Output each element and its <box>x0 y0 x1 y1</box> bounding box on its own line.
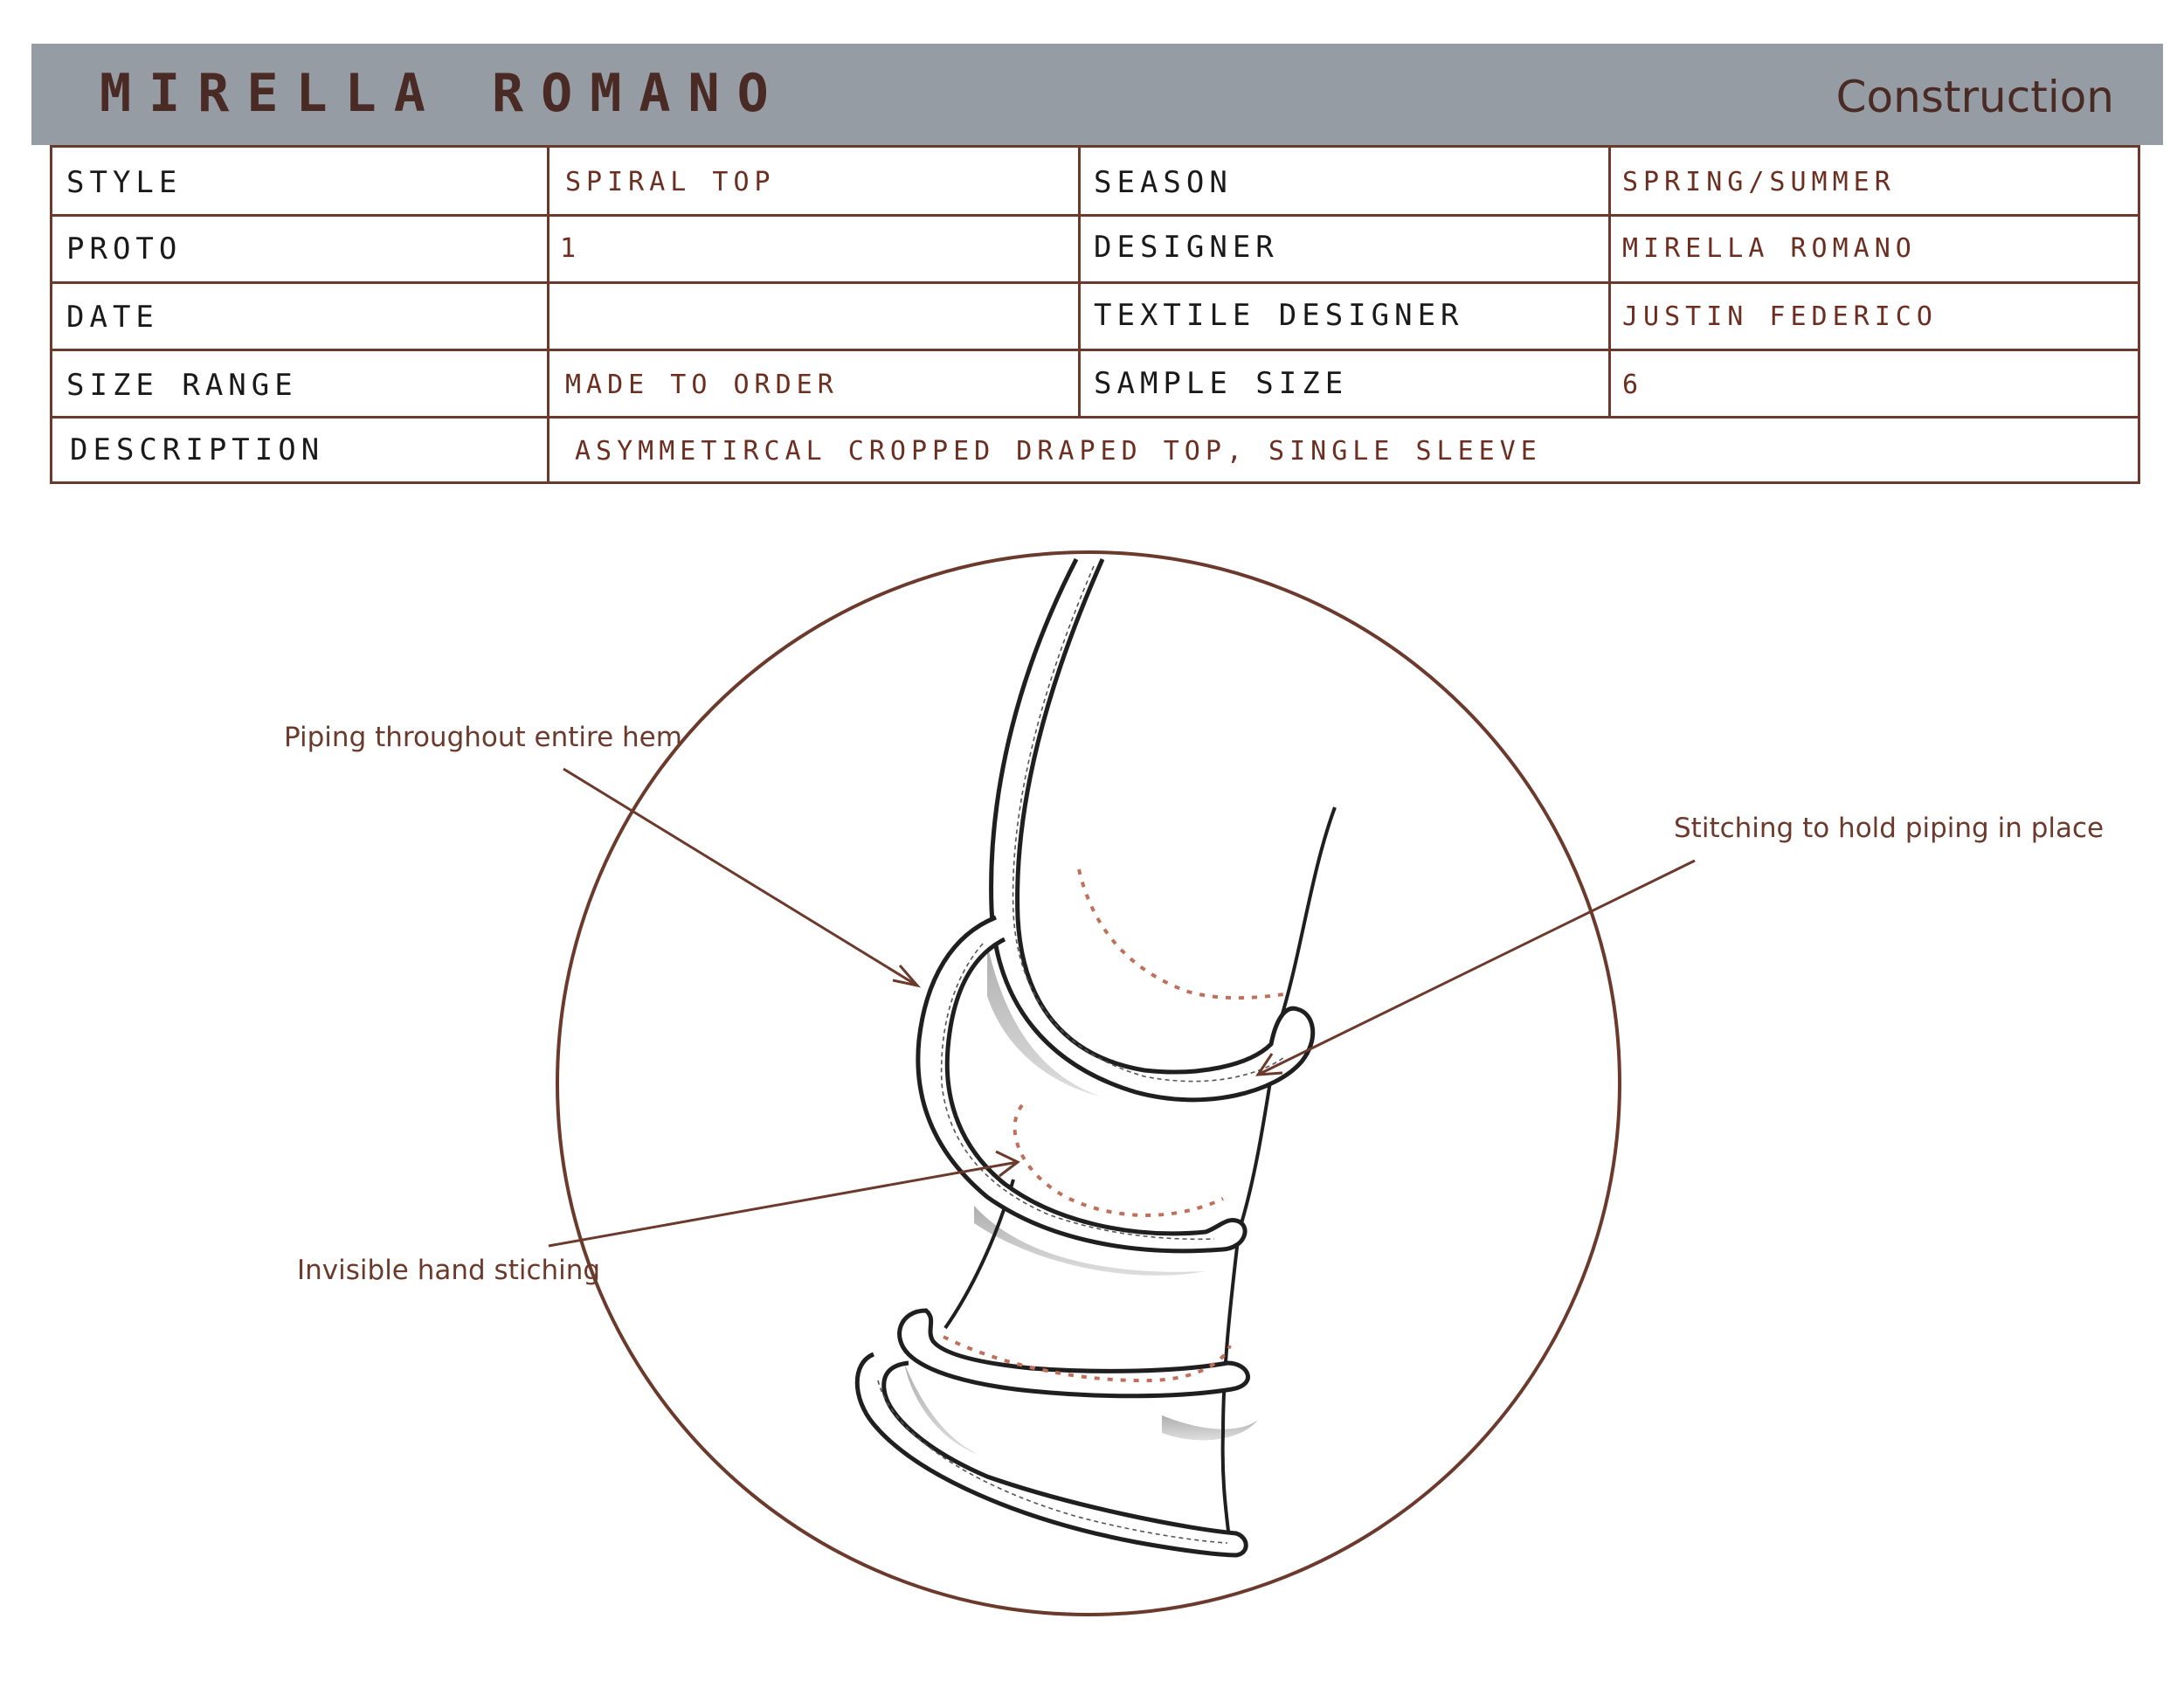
textile-designer-label: TEXTILE DESIGNER <box>1094 298 1464 333</box>
hand-stitch-middle <box>1015 1105 1223 1215</box>
leader-piping <box>563 769 917 986</box>
size-range-value: MADE TO ORDER <box>565 370 839 400</box>
designer-value: MIRELLA ROMANO <box>1622 233 1917 264</box>
textile-designer-value: JUSTIN FEDERICO <box>1622 301 1938 332</box>
style-value: SPIRAL TOP <box>565 167 776 197</box>
leader-stitching <box>1258 861 1695 1075</box>
drape-band-top <box>992 559 1313 1100</box>
hand-stitch-upper <box>1079 869 1284 998</box>
season-label: SEASON <box>1094 165 1233 200</box>
size-range-label: SIZE RANGE <box>66 368 298 403</box>
note-piping: Piping throughout entire hem <box>284 722 682 753</box>
sample-size-value: 6 <box>1622 370 1644 400</box>
proto-label: PROTO <box>66 232 183 266</box>
season-value: SPRING/SUMMER <box>1622 167 1896 197</box>
drape-band-lower <box>900 1311 1248 1396</box>
leader-hand-stitching <box>549 1162 1018 1246</box>
section-title: Construction <box>1835 72 2114 122</box>
brand-name: MIRELLA ROMANO <box>100 63 786 124</box>
proto-value: 1 <box>560 233 582 264</box>
leader-piping-arrow <box>893 965 917 986</box>
date-label: DATE <box>66 300 159 335</box>
style-label: STYLE <box>66 165 183 200</box>
note-hand-stitching: Invisible hand stiching <box>297 1255 601 1286</box>
arm-outline-right <box>1223 807 1335 1546</box>
designer-label: DESIGNER <box>1094 230 1279 265</box>
description-label: DESCRIPTION <box>70 432 325 467</box>
detail-circle <box>557 552 1620 1615</box>
shadow-bottom <box>1162 1415 1258 1440</box>
note-stitching: Stitching to hold piping in place <box>1674 813 2105 844</box>
description-value: ASYMMETIRCAL CROPPED DRAPED TOP, SINGLE SLEEVE <box>575 436 1542 467</box>
sample-size-label: SAMPLE SIZE <box>1094 366 1349 401</box>
